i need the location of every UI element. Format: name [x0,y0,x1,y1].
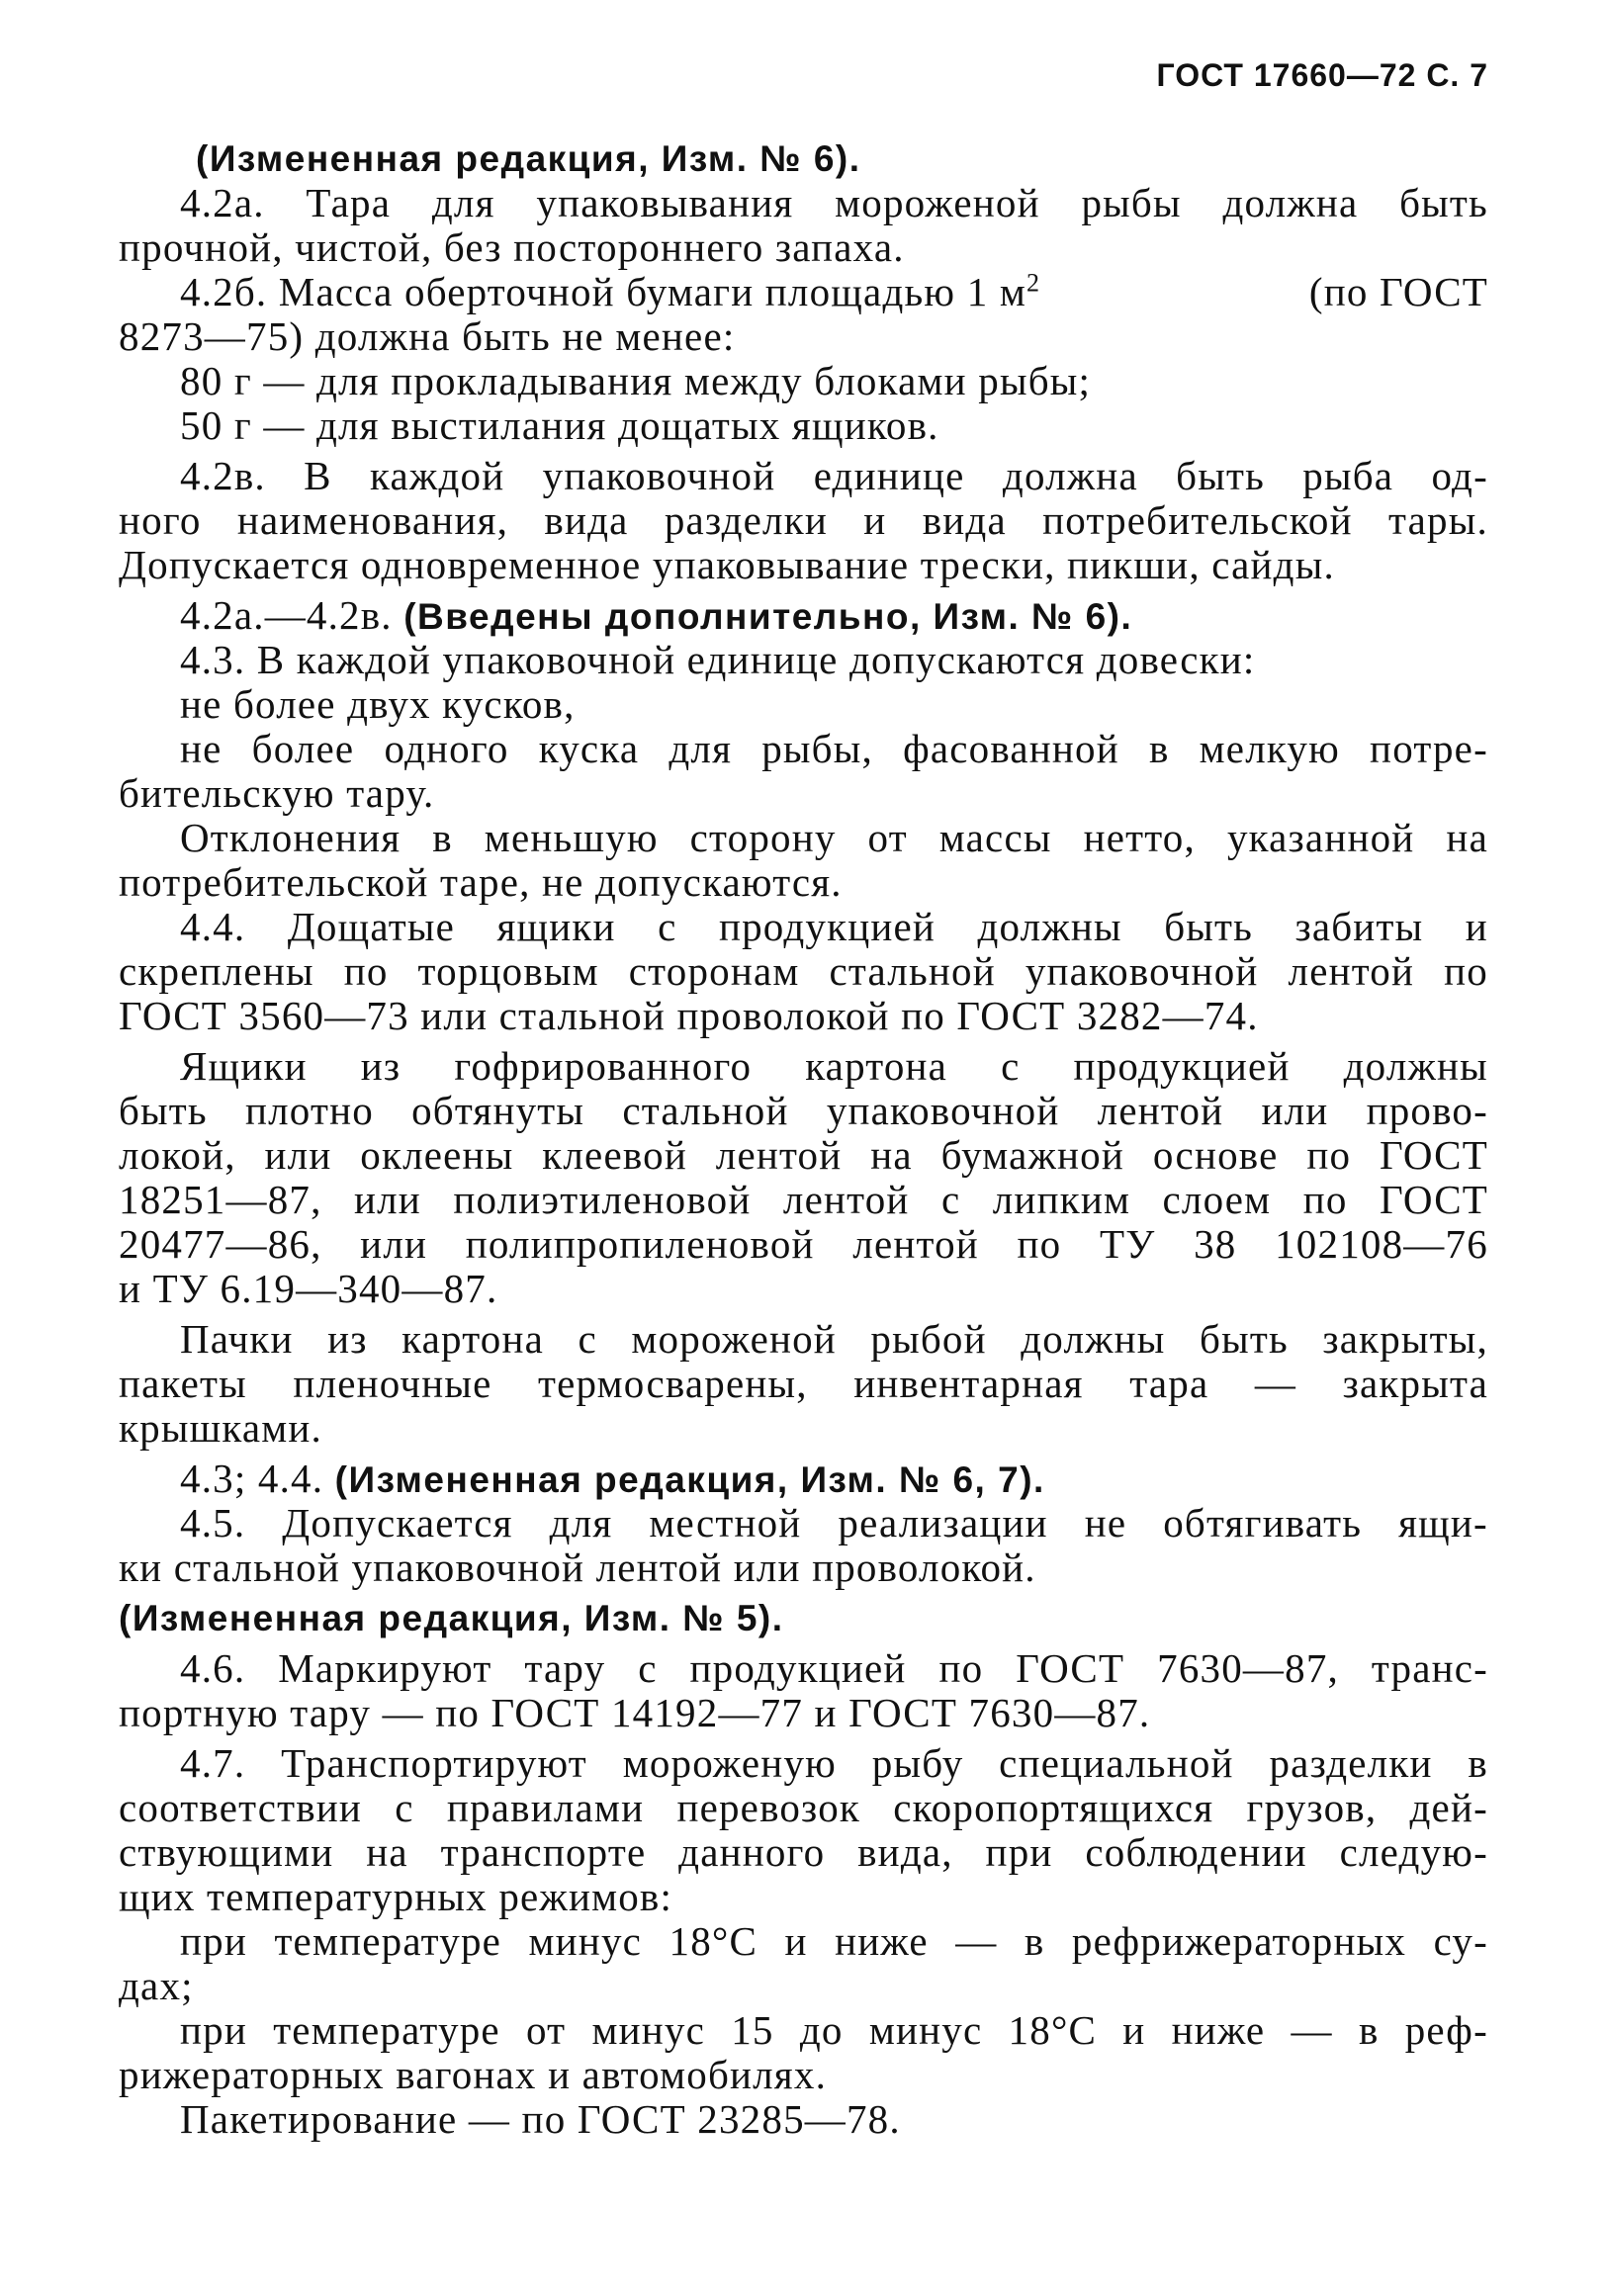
text-line [119,1317,1488,1362]
word: ящики [496,904,616,949]
word: или [353,1177,421,1222]
word: каждой [370,453,505,498]
word: или [1261,1088,1329,1133]
word: ТУ [1099,1221,1156,1267]
word: 20477—86, [119,1221,322,1267]
text-line [119,593,1488,638]
word: торцовым [417,948,599,994]
word: местной [649,1500,802,1545]
word: должна [1222,180,1359,225]
word: ящи- [1398,1500,1488,1545]
word: потре- [1370,726,1488,771]
word: рыбы [1081,180,1182,225]
word: локой, [119,1132,236,1178]
text-line: дах; [119,1963,194,2008]
word: Маркируют [278,1645,492,1691]
text-line [119,1646,1488,1691]
word: стальной [829,948,996,994]
word: липким [992,1177,1131,1222]
word: одного [384,726,509,771]
word: продукцией [718,904,936,949]
word: скоропортящихся [893,1785,1214,1830]
word: 4.6. [180,1645,246,1691]
page-header: ГОСТ 17660—72 С. 7 [1156,57,1488,93]
word: мелкую [1199,726,1340,771]
amendment-note: (Введены дополнительно, Изм. № 6). [403,596,1133,637]
word: по [1017,1221,1062,1267]
word: упаковочной [826,1088,1060,1133]
word: Отклонения [180,815,401,860]
text-line: крышками. [119,1405,322,1451]
word: следую- [1339,1829,1488,1875]
word: разделки [1269,1740,1433,1786]
text-line: прочной, чистой, без постороннего запаха. [119,224,905,270]
word: фасованной [903,726,1119,771]
text-line [119,270,1488,314]
text-line [119,181,1488,225]
text-line: 50 г — для выстилания дощатых ящиков. [180,402,939,448]
word: упаковочной [542,453,776,498]
word: при [180,2007,247,2053]
word: мороженую [622,1740,837,1786]
word: закрыта [1342,1361,1488,1406]
text-line: 8273—75) должна быть не менее: [119,313,736,359]
text-line [119,1830,1488,1875]
word: — [1291,2007,1333,2053]
word: основе [1152,1132,1279,1178]
word: температуре [273,2007,500,2053]
word: Допускается [282,1500,513,1545]
word: должны [977,904,1122,949]
word: гофрированного [454,1043,753,1089]
word: на [870,1132,913,1178]
word: по [343,948,389,994]
word: быть [1176,453,1265,498]
word: с [578,1316,597,1362]
word: слоем [1162,1177,1272,1222]
text-line [119,1222,1488,1267]
word: при [985,1829,1053,1875]
word: 18°С [669,1918,758,1964]
word: лентой [852,1221,979,1267]
word: пленочные [293,1361,492,1406]
word: тару [524,1645,606,1691]
word: рыбу [871,1740,964,1786]
text-line [119,816,1488,860]
word: из [327,1316,368,1362]
word: на [366,1829,408,1875]
word: в [1358,2007,1380,2053]
word: быть [1399,180,1488,225]
word: рыбы, [761,726,873,771]
word: лентой [1288,948,1415,994]
word: не [180,726,223,771]
word: в [1468,1740,1488,1786]
word: грузов, [1246,1785,1378,1830]
word: упаковывания [536,180,794,225]
word: реф- [1404,2007,1488,2053]
word: обтягивать [1163,1500,1363,1545]
word: 4.5. [180,1500,246,1545]
amendment-note: (Измененная редакция, Изм. № 6). [196,138,861,179]
word: и [1465,904,1488,949]
text-line [119,1044,1488,1089]
word: ниже [1171,2007,1266,2053]
word: 4.7. [180,1740,246,1786]
word: от [526,2007,567,2053]
text-line [119,1133,1488,1178]
word: с [1001,1043,1021,1089]
text-span: 4.2а.—4.2в. [180,592,393,638]
text-span: 4.3; 4.4. [180,1456,324,1501]
word: Транспортируют [281,1740,587,1786]
word: вида [544,497,629,543]
word: закрыты, [1322,1316,1488,1362]
word: при [180,1918,247,1964]
text-line: и ТУ 6.19—340—87. [119,1266,498,1311]
word: 4.2а. [180,180,265,225]
text-line: 80 г — для прокладывания между блоками рыбы; [180,358,1092,403]
word: по [1444,948,1488,994]
word: картона [805,1043,948,1089]
word: бумажной [940,1132,1125,1178]
word: обтянуты [411,1088,585,1133]
word: упаковочной [1025,948,1259,994]
word: перевозок [676,1785,861,1830]
word: должна [1002,453,1138,498]
word: по [1306,1132,1352,1178]
word: стальной [622,1088,789,1133]
word: забиты [1294,904,1424,949]
word: не [1084,1500,1127,1545]
text-line [119,727,1488,771]
word: рыбой [870,1316,987,1362]
word: данного [678,1829,826,1875]
word: с [658,904,677,949]
word: или [360,1221,428,1267]
word: транспорте [440,1829,647,1875]
word: в [1148,726,1170,771]
text-line [119,498,1488,543]
word: до [799,2007,844,2053]
word: ниже [835,1918,929,1964]
word: лентой [782,1177,910,1222]
word: рыба [1302,453,1394,498]
word: Дощатые [287,904,455,949]
word: лентой [715,1132,843,1178]
word: В [304,453,332,498]
word: тары. [1388,497,1488,543]
text-line [119,1089,1488,1133]
word: минус [528,1918,643,1964]
text-line [119,1362,1488,1406]
text-line: Пакетирование — по ГОСТ 23285—78. [180,2096,901,2142]
text-span: 4.2б. Масса оберточной бумаги площадью 1 м [180,269,1026,314]
word: 18251—87, [119,1177,322,1222]
text-span: (по ГОСТ [1308,269,1488,314]
word: ГОСТ [1380,1177,1488,1222]
word: единице [813,453,965,498]
word: су- [1433,1918,1488,1964]
word: и [863,497,887,543]
word: Пачки [180,1316,294,1362]
word: быть [119,1088,208,1133]
superscript: 2 [1026,268,1041,298]
word: с [940,1177,961,1222]
word: од- [1431,453,1488,498]
text-line [119,1741,1488,1786]
word: 7630—87, [1157,1645,1339,1691]
word: должны [1021,1316,1166,1362]
word: скреплены [119,948,314,994]
text-line: ки стальной упаковочной лентой или проволокой. [119,1545,1036,1590]
word: мороженой [835,180,1040,225]
text-line: 4.3. В каждой упаковочной единице допускаются довески: [180,637,1256,682]
amendment-note: (Измененная редакция, Изм. № 5). [119,1598,784,1638]
text-line [119,1786,1488,1830]
amendment-note: (Измененная редакция, Изм. № 6, 7). [334,1459,1045,1500]
word: правилами [446,1785,645,1830]
text-line: Допускается одновременное упаковывание трески, пикши, сайды. [119,542,1335,587]
word: минус [591,2007,706,2053]
word: 18°С [1008,2007,1098,2053]
word: реализации [838,1500,1048,1545]
word: — [1254,1361,1297,1406]
text-line: рижераторных вагонах и автомобилях. [119,2052,828,2097]
word: наименования, [236,497,509,543]
word: ГОСТ [1379,1132,1488,1178]
word: для [669,726,733,771]
word: оклеены [360,1132,514,1178]
text-line [119,454,1488,498]
word: 4.4. [180,904,246,949]
word: более [251,726,355,771]
word: или [264,1132,332,1178]
word: пакеты [119,1361,247,1406]
word: сторону [689,815,837,860]
word: соответствии [119,1785,363,1830]
word: сторонам [628,948,800,994]
word: мороженой [631,1316,837,1362]
word: нетто, [1083,815,1196,860]
word: куска [538,726,640,771]
word: разделки [664,497,828,543]
word: температуре [274,1918,502,1964]
word: и [784,1918,808,1964]
word: соблюдении [1085,1829,1307,1875]
word: 38 [1194,1221,1237,1267]
word: дей- [1409,1785,1488,1830]
word: меньшую [484,815,659,860]
word: клеевой [542,1132,687,1178]
text-line [119,2008,1488,2053]
word: с [638,1645,658,1691]
word: Ящики [180,1043,308,1089]
word: ного [119,497,202,543]
word: рефрижераторных [1071,1918,1407,1964]
word: массы [938,815,1052,860]
text-line [119,1501,1488,1545]
word: вида [922,497,1007,543]
word: должны [1343,1043,1488,1089]
word: в [1024,1918,1045,1964]
text-line [119,1919,1488,1964]
word: и [1122,2007,1146,2053]
text-line: портную тару — по ГОСТ 14192—77 и ГОСТ 7630—87. [119,1690,1151,1735]
word: быть [1200,1316,1289,1362]
text-line [119,905,1488,949]
word: специальной [999,1740,1234,1786]
word: продукцией [689,1645,907,1691]
word: из [360,1043,401,1089]
text-line [119,949,1488,994]
word: тара [1129,1361,1209,1406]
word: транс- [1371,1645,1488,1691]
word: лентой [1097,1088,1224,1133]
word: прово- [1366,1088,1488,1133]
text-line [119,1457,1488,1501]
word: на [1446,815,1488,860]
text-line: ГОСТ 3560—73 или стальной проволокой по ГОСТ 3282—74. [119,993,1259,1038]
word: быть [1164,904,1254,949]
word: ствующими [119,1829,334,1875]
text-line: не более двух кусков, [180,681,576,727]
word: полипропиленовой [465,1221,815,1267]
word: термосварены, [538,1361,808,1406]
text-line: щих температурных режимов: [119,1874,673,1919]
document-body [119,136,1488,2142]
text-line: бительскую тару. [119,770,435,816]
word: плотно [244,1088,374,1133]
text-span [180,270,1040,314]
word: вида, [857,1829,953,1875]
word: потребительской [1042,497,1353,543]
text-line [119,1178,1488,1222]
text-line: потребительской таре, не допускаются. [119,859,843,905]
word: инвентарная [853,1361,1084,1406]
word: полиэтиленовой [453,1177,752,1222]
word: указанной [1226,815,1415,860]
word: Тара [306,180,392,225]
word: картона [401,1316,545,1362]
word: от [867,815,908,860]
word: — [955,1918,998,1964]
word: в [432,815,453,860]
word: по [1302,1177,1348,1222]
word: минус [868,2007,983,2053]
word: 102108—76 [1275,1221,1488,1267]
word: для [549,1500,613,1545]
word: 15 [731,2007,774,2053]
word: для [431,180,495,225]
word: ГОСТ [1016,1645,1125,1691]
word: продукцией [1073,1043,1291,1089]
word: 4.2в. [180,453,266,498]
word: по [938,1645,984,1691]
word: с [395,1785,414,1830]
